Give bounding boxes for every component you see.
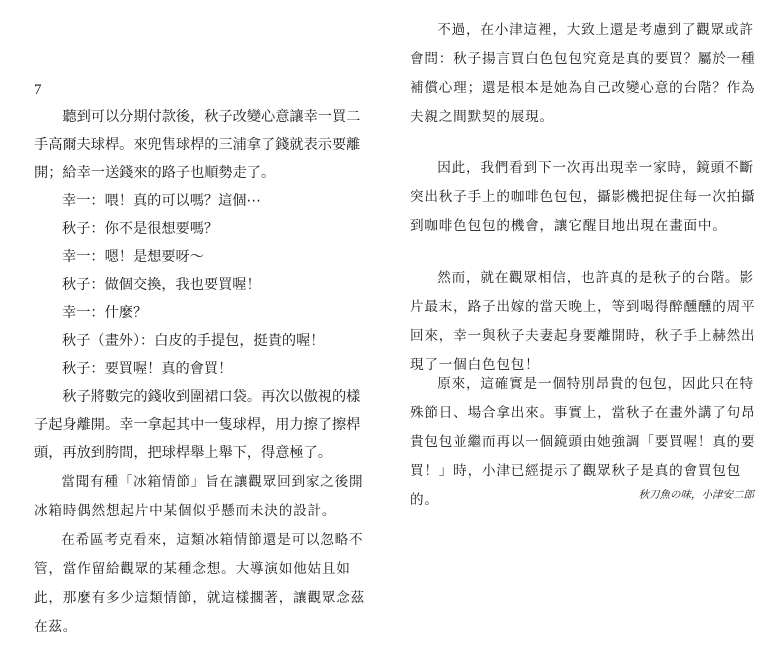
right-paragraph-1: 不過，在小津這裡，大致上還是考慮到了觀眾或許會問：秋子揚言買白色包包究竟是真的要買？屬於一種補償心理；還是根本是她為自己改變心意的台階？作為夫親之間默契的展現。 [410, 22, 756, 125]
left-paragraph-1: 聽到可以分期付款後，秋子改變心意讓幸一買二手高爾夫球桿。來兜售球桿的三浦拿了錢就表示要離開；給幸一送錢來的路子也順勢走了。 [34, 109, 361, 181]
film-signature: 秋刀魚の味，小津安二郎 [638, 489, 754, 501]
left-paragraph-2: 秋子將數完的錢收到圍裙口袋。再次以傲視的樣子起身離開。幸一拿起其中一隻球桿，用力擦了擦桿頭，再放到胯間，把球桿舉上舉下，得意極了。 [34, 389, 361, 461]
dialogue-line: 秋子：要買喔！真的會買！ [62, 361, 233, 377]
right-paragraph-4: 原來，這確實是一個特別昂貴的包包，因此只在特殊節日、場合拿出來。事實上，當秋子在畫外講了句昂貴包包並繼而再以一個鏡頭由她強調「要買喔！真的要買！」時，小津已經提示了觀眾秋子是真的會買包包的。 [410, 376, 756, 508]
dialogue-line: 秋子：做個交換，我也要買喔！ [62, 277, 261, 293]
dialogue-line: 幸一：喂！真的可以嗎？這個⋯ [62, 193, 261, 209]
right-paragraph-2: 因此，我們看到下一次再出現幸一家時，鏡頭不斷突出秋子手上的咖啡色包包，攝影機把捉住每一次拍攝到咖啡色包包的機會，讓它醒目地出現在畫面中。 [410, 160, 756, 234]
dialogue-line: 幸一：什麼？ [62, 305, 148, 321]
dialogue-line: 秋子（畫外）：白皮的手提包，挺貴的喔！ [62, 333, 325, 349]
right-paragraph-3: 然而，就在觀眾相信，也許真的是秋子的台階。影片最末，路子出嫁的當天晚上，等到喝得醉醺醺的周平回來，幸一與秋子夫妻起身要離開時，秋子手上赫然出現了一個白色包包！ [410, 270, 756, 373]
left-paragraph-4: 在希區考克看來，這類冰箱情節還是可以忽略不管，當作留給觀眾的某種念想。大導演如他姑且如此，那麼有多少這類情節，就這樣擱著，讓觀眾念茲在茲。 [34, 532, 366, 635]
dialogue-line: 秋子：你不是很想要嗎？ [62, 221, 219, 237]
left-paragraph-3: 當聞有種「冰箱情節」旨在讓觀眾回到家之後開冰箱時偶然想起片中某個似乎懸而未決的設計。 [34, 474, 364, 519]
dialogue-line: 幸一：嗯！是想要呀～ [62, 249, 204, 265]
page-number: 7 [34, 82, 42, 98]
